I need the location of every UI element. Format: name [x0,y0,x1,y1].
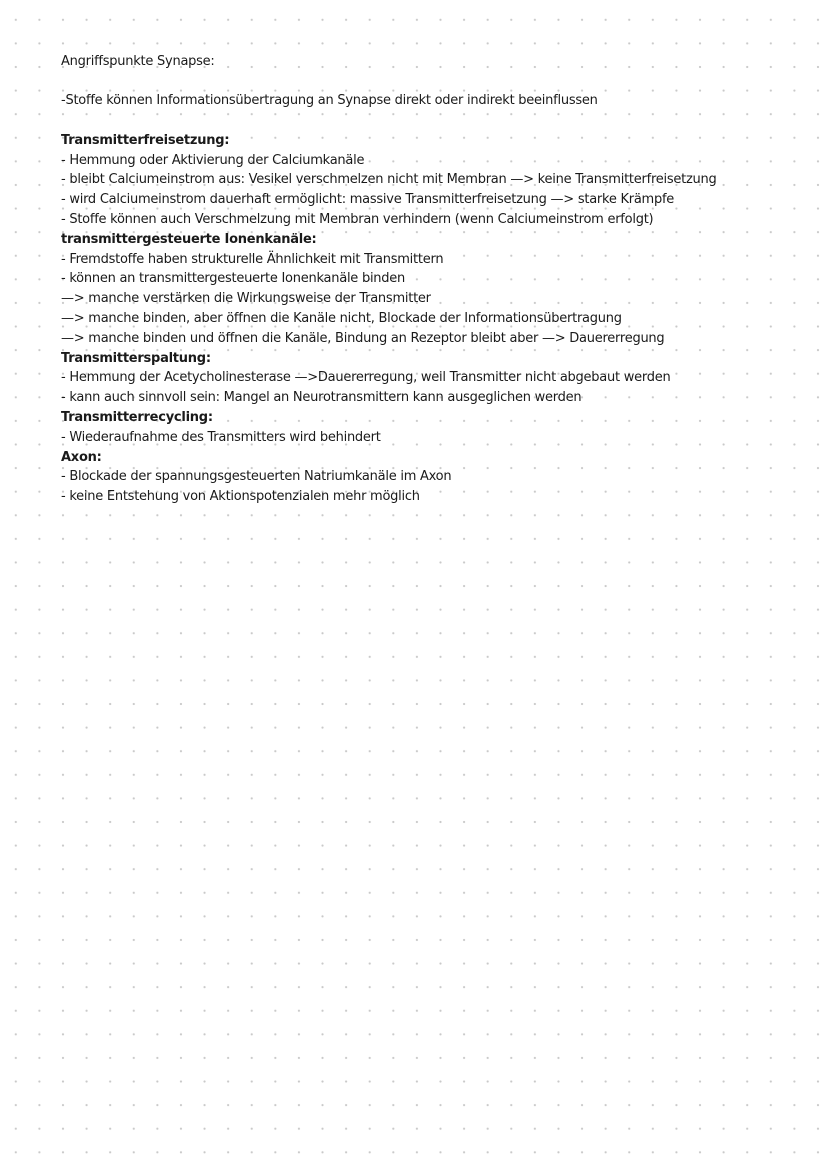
section-line: —> manche binden, aber öffnen die Kanäle nicht, Blockade der Informationsübertragung [61,310,622,326]
section-line: - wird Calciumeinstrom dauerhaft ermöglicht: massive Transmitterfreisetzung —> starke Krämpfe [61,192,675,208]
section-heading: Transmitterrecycling: [61,409,213,425]
section-heading: Transmitterspaltung: [61,350,211,366]
intro-line: -Stoffe können Informationsübertragung an Synapse direkt oder indirekt beeinflussen [61,93,598,109]
section-line: - Blockade der spannungsgesteuerten Natriumkanäle im Axon [61,469,452,485]
spacer [61,72,808,92]
section-line: - kann auch sinnvoll sein: Mangel an Neurotransmittern kann ausgeglichen werden [61,390,582,406]
section-axon [61,448,808,507]
section-line: - Stoffe können auch Verschmelzung mit Membran verhindern (wenn Calciumeinstrom erfolgt) [61,211,654,227]
section-line: - Fremdstoffe haben strukturelle Ähnlichkeit mit Transmittern [61,251,444,267]
spacer [61,111,808,131]
section-heading: transmittergesteuerte Ionenkanäle: [61,231,317,247]
section-line: - Hemmung oder Aktivierung der Calciumkanäle [61,152,365,168]
section-line: - keine Entstehung von Aktionspotenzialen mehr möglich [61,489,420,505]
section-line: —> manche verstärken die Wirkungsweise der Transmitter [61,291,431,307]
section-transmitterrecycling [61,408,808,448]
section-transmitterfreisetzung [61,131,808,230]
section-line: —> manche binden und öffnen die Kanäle, Bindung an Rezeptor bleibt aber —> Dauererregung [61,330,665,346]
section-ionenkanaele [61,230,808,349]
page-title: Angriffspunkte Synapse: [61,54,215,69]
section-heading: Transmitterfreisetzung: [61,132,230,148]
section-line: - bleibt Calciumeinstrom aus: Vesikel verschmelzen nicht mit Membran —> keine Transmitterfreisetzung [61,172,717,188]
section-line: - Wiederaufnahme des Transmitters wird behindert [61,429,381,445]
section-line: - können an transmittergesteuerte Ionenkanäle binden [61,271,406,287]
section-line: - Hemmung der Acetycholinesterase —>Dauererregung, weil Transmitter nicht abgebaut werden [61,370,671,386]
section-transmitterspaltung [61,349,808,408]
section-heading: Axon: [61,449,102,465]
